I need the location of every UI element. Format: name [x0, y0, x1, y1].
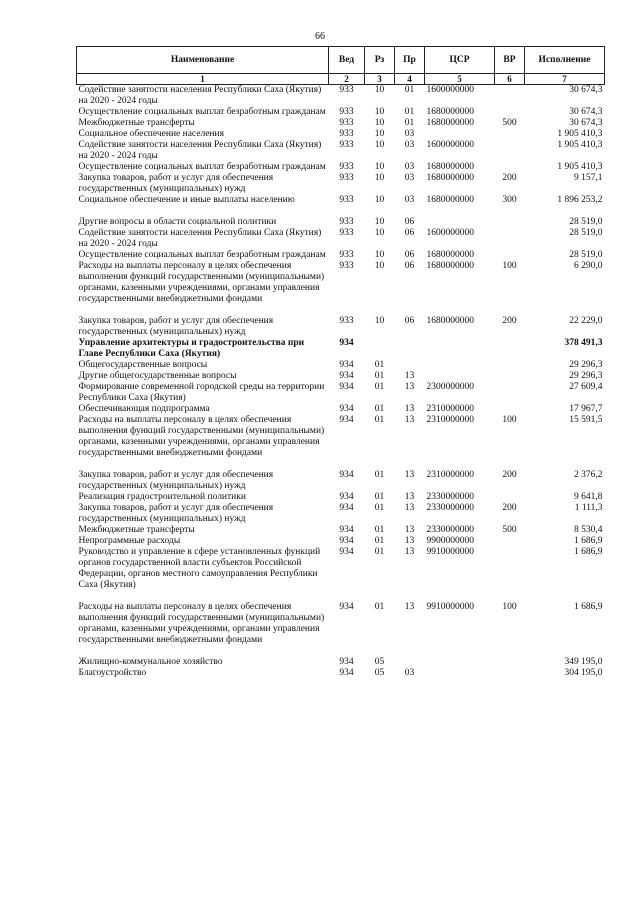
- table-row: [77, 140, 605, 162]
- cell-pr: 13: [404, 470, 415, 480]
- cell-pr: 13: [404, 525, 415, 535]
- cell-pr: 03: [404, 162, 415, 172]
- cell-exec: 1 905 410,3: [557, 129, 603, 139]
- cell-pr: 06: [404, 217, 415, 227]
- cell-vr: [495, 162, 525, 173]
- spacer-row: [77, 646, 605, 657]
- cell-name: Жилищно-коммунальное хозяйство: [78, 657, 223, 667]
- table-row: [77, 657, 605, 668]
- cell-exec: 1 896 253,2: [557, 195, 603, 205]
- cell-rz: 10: [374, 261, 385, 271]
- cell-ved: 933: [339, 140, 354, 150]
- cell-ved: 934: [339, 382, 354, 392]
- table-row: [77, 338, 605, 360]
- column-number: 7: [525, 74, 605, 85]
- cell-pr: 01: [404, 85, 415, 95]
- table-row: [77, 118, 605, 129]
- cell-rz: 01: [374, 525, 385, 535]
- cell-ved: 934: [339, 404, 354, 414]
- cell-ved: 934: [339, 338, 354, 348]
- cell-ved: 934: [339, 503, 354, 513]
- spacer-cell: [77, 305, 605, 316]
- cell-exec: 9 641,8: [574, 492, 603, 502]
- table-row: [77, 85, 605, 108]
- cell-name: Непрограммные расходы: [78, 536, 181, 546]
- header-name: Наименование: [77, 47, 329, 74]
- table-row: [77, 360, 605, 371]
- cell-csr: 2310000000: [426, 470, 474, 480]
- cell-ved: 933: [339, 217, 354, 227]
- cell-pr: 06: [404, 250, 415, 260]
- cell-pr: 06: [404, 316, 415, 326]
- spacer-row: [77, 591, 605, 602]
- cell-rz: 01: [374, 536, 385, 546]
- cell-csr: 2330000000: [426, 503, 474, 513]
- cell-ved: 933: [339, 261, 354, 271]
- cell-name: Обеспечивающая подпрограмма: [78, 404, 210, 414]
- cell-csr: 9910000000: [426, 547, 474, 557]
- cell-pr: 13: [404, 536, 415, 546]
- cell-exec: 1 905 410,3: [557, 140, 603, 150]
- cell-exec: 30 674,3: [569, 85, 603, 95]
- cell-rz: 10: [374, 217, 385, 227]
- cell-name: Межбюджетные трансферты: [78, 118, 195, 128]
- cell-name: Руководство и управление в сфере установленных функций органов государственной власти субъектов Российской Федерации, органов местного самоуправления Республики Саха (Якутия): [78, 547, 321, 590]
- cell-name: Благоустройство: [78, 668, 147, 678]
- cell-exec: 29 296,3: [569, 360, 603, 370]
- cell-csr: [425, 129, 495, 140]
- cell-csr: 1600000000: [426, 140, 474, 150]
- cell-vr: [495, 404, 525, 415]
- cell-pr: [395, 657, 425, 668]
- cell-vr: [495, 360, 525, 371]
- header-csr: ЦСР: [425, 47, 495, 74]
- table-row: [77, 217, 605, 228]
- cell-rz: 01: [374, 404, 385, 414]
- cell-csr: 2300000000: [426, 382, 474, 392]
- cell-ved: 933: [339, 250, 354, 260]
- column-number: 6: [495, 74, 525, 85]
- cell-rz: 10: [374, 107, 385, 117]
- cell-csr: 9910000000: [426, 602, 474, 612]
- cell-name: Закупка товаров, работ и услуг для обеспечения государственных (муниципальных) нужд: [78, 316, 274, 337]
- cell-vr: [495, 371, 525, 382]
- cell-ved: 933: [339, 162, 354, 172]
- cell-name: Межбюджетные трансферты: [78, 525, 195, 535]
- spacer-row: [77, 459, 605, 470]
- cell-ved: 933: [339, 195, 354, 205]
- cell-ved: 934: [339, 360, 354, 370]
- cell-csr: 2330000000: [426, 525, 474, 535]
- cell-vr: [495, 250, 525, 261]
- table-row: [77, 415, 605, 459]
- cell-exec: 22 229,0: [569, 316, 603, 326]
- cell-vr: [495, 547, 525, 591]
- cell-pr: 13: [404, 492, 415, 502]
- table-body: [77, 85, 605, 680]
- table-row: [77, 547, 605, 591]
- cell-vr: [495, 657, 525, 668]
- cell-name: Расходы на выплаты персоналу в целях обеспечения выполнения функций государственными (муниципальными) органами, казенными учреждениями, органами управления государственными внебюджетными фондами: [78, 415, 325, 458]
- cell-csr: [425, 360, 495, 371]
- cell-pr: 03: [404, 668, 415, 678]
- cell-rz: 01: [374, 492, 385, 502]
- spacer-cell: [77, 206, 605, 217]
- cell-csr: 2310000000: [426, 404, 474, 414]
- cell-csr: 2310000000: [426, 415, 474, 425]
- cell-name: Содействие занятости населения Республики Саха (Якутия) на 2020 - 2024 годы: [78, 140, 322, 161]
- table-row: [77, 228, 605, 250]
- cell-vr: 100: [502, 602, 517, 612]
- cell-pr: 13: [404, 602, 415, 612]
- cell-csr: [425, 657, 495, 668]
- cell-rz: 10: [374, 140, 385, 150]
- cell-vr: 500: [502, 525, 517, 535]
- cell-name: Другие вопросы в области социальной политики: [78, 217, 277, 227]
- table-row: [77, 261, 605, 305]
- cell-vr: [495, 129, 525, 140]
- cell-vr: [495, 536, 525, 547]
- cell-csr: [425, 217, 495, 228]
- column-number-row: [77, 74, 605, 85]
- table-row: [77, 404, 605, 415]
- cell-rz: 01: [374, 382, 385, 392]
- spacer-row: [77, 206, 605, 217]
- cell-pr: 03: [404, 173, 415, 183]
- table-row: [77, 492, 605, 503]
- cell-vr: [495, 668, 525, 679]
- cell-name: Содействие занятости населения Республики Саха (Якутия) на 2020 - 2024 годы: [78, 228, 322, 249]
- cell-name: Социальное обеспечение населения: [78, 129, 224, 139]
- cell-ved: 933: [339, 107, 354, 117]
- cell-exec: 28 519,0: [569, 228, 603, 238]
- cell-rz: 10: [374, 129, 385, 139]
- cell-ved: 934: [339, 602, 354, 612]
- cell-vr: 300: [502, 195, 517, 205]
- cell-vr: 100: [502, 261, 517, 271]
- cell-csr: 1680000000: [426, 316, 474, 326]
- cell-rz: 10: [374, 316, 385, 326]
- cell-vr: [495, 107, 525, 118]
- column-number: 3: [365, 74, 395, 85]
- cell-rz: 01: [374, 371, 385, 381]
- cell-name: Социальное обеспечение и иные выплаты населению: [78, 195, 295, 205]
- table-row: [77, 173, 605, 195]
- cell-rz: 01: [374, 470, 385, 480]
- cell-csr: [425, 338, 495, 360]
- cell-exec: 1 686,9: [574, 602, 603, 612]
- cell-name: Другие общегосударственные вопросы: [78, 371, 237, 381]
- cell-exec: 378 491,3: [564, 338, 603, 348]
- cell-ved: 934: [339, 657, 354, 667]
- cell-ved: 933: [339, 228, 354, 238]
- cell-vr: 500: [502, 118, 517, 128]
- table-row: [77, 316, 605, 338]
- cell-rz: [365, 338, 395, 360]
- cell-exec: 30 674,3: [569, 118, 603, 128]
- cell-vr: [495, 217, 525, 228]
- cell-name: Закупка товаров, работ и услуг для обеспечения государственных (муниципальных) нужд: [78, 503, 274, 524]
- cell-vr: 100: [502, 415, 517, 425]
- cell-ved: 933: [339, 129, 354, 139]
- cell-name: Реализация градостроительной политики: [78, 492, 246, 502]
- cell-vr: [495, 382, 525, 404]
- cell-exec: 9 157,1: [574, 173, 603, 183]
- cell-ved: 933: [339, 316, 354, 326]
- cell-exec: 28 519,0: [569, 217, 603, 227]
- cell-pr: [395, 360, 425, 371]
- table-row: [77, 470, 605, 492]
- cell-vr: [495, 492, 525, 503]
- page-number: 66: [315, 31, 325, 42]
- cell-rz: 10: [374, 118, 385, 128]
- header-ved: Вед: [329, 47, 365, 74]
- table-row: [77, 536, 605, 547]
- cell-exec: 17 967,7: [569, 404, 603, 414]
- cell-pr: [395, 338, 425, 360]
- column-number: 1: [77, 74, 329, 85]
- cell-exec: 2 376,2: [574, 470, 603, 480]
- cell-pr: 13: [404, 382, 415, 392]
- cell-exec: 6 290,0: [574, 261, 603, 271]
- table-row: [77, 250, 605, 261]
- cell-pr: 01: [404, 118, 415, 128]
- cell-vr: [495, 85, 525, 108]
- cell-vr: [495, 140, 525, 162]
- cell-rz: 01: [374, 547, 385, 557]
- cell-exec: 30 674,3: [569, 107, 603, 117]
- cell-csr: 1680000000: [426, 195, 474, 205]
- cell-pr: 13: [404, 415, 415, 425]
- column-number: 4: [395, 74, 425, 85]
- cell-exec: 28 519,0: [569, 250, 603, 260]
- cell-vr: [495, 338, 525, 360]
- cell-exec: 29 296,3: [569, 371, 603, 381]
- cell-csr: 2330000000: [426, 492, 474, 502]
- cell-pr: 01: [404, 107, 415, 117]
- cell-exec: 8 530,4: [574, 525, 603, 535]
- cell-name: Содействие занятости населения Республики Саха (Якутия) на 2020 - 2024 годы: [78, 85, 322, 106]
- cell-name: Расходы на выплаты персоналу в целях обеспечения выполнения функций государственными (муниципальными) органами, казенными учреждениями, органами управления государственными внебюджетными фондами: [78, 261, 325, 304]
- cell-exec: 15 591,5: [569, 415, 603, 425]
- cell-rz: 10: [374, 162, 385, 172]
- column-number: 5: [425, 74, 495, 85]
- cell-name: Осуществление социальных выплат безработным гражданам: [78, 162, 326, 172]
- cell-name: Закупка товаров, работ и услуг для обеспечения государственных (муниципальных) нужд: [78, 173, 274, 194]
- cell-ved: 934: [339, 492, 354, 502]
- cell-ved: 934: [339, 536, 354, 546]
- cell-pr: 03: [404, 195, 415, 205]
- cell-exec: 304 195,0: [564, 668, 603, 678]
- table-row: [77, 162, 605, 173]
- cell-rz: 05: [374, 657, 385, 667]
- spacer-cell: [77, 591, 605, 602]
- cell-csr: 1680000000: [426, 162, 474, 172]
- cell-rz: 01: [374, 360, 385, 370]
- table-row: [77, 371, 605, 382]
- cell-ved: 934: [339, 470, 354, 480]
- cell-rz: 10: [374, 173, 385, 183]
- cell-ved: 934: [339, 371, 354, 381]
- cell-csr: 1600000000: [426, 85, 474, 95]
- cell-name: Расходы на выплаты персоналу в целях обеспечения выполнения функций государственными (муниципальными) органами, казенными учреждениями, органами управления государственными внебюджетными фондами: [78, 602, 325, 645]
- cell-exec: 349 195,0: [564, 657, 603, 667]
- cell-vr: 200: [502, 173, 517, 183]
- cell-rz: 01: [374, 415, 385, 425]
- cell-vr: 200: [502, 470, 517, 480]
- table-row: [77, 195, 605, 206]
- cell-name: Общегосударственные вопросы: [78, 360, 208, 370]
- cell-csr: 1680000000: [426, 107, 474, 117]
- table-header-row: [77, 47, 605, 74]
- cell-rz: 10: [374, 228, 385, 238]
- cell-exec: 1 686,9: [574, 536, 603, 546]
- cell-pr: 13: [404, 371, 415, 381]
- spacer-cell: [77, 646, 605, 657]
- cell-rz: 05: [374, 668, 385, 678]
- cell-pr: 13: [404, 503, 415, 513]
- cell-exec: 27 609,4: [569, 382, 603, 392]
- cell-csr: [425, 668, 495, 679]
- cell-ved: 934: [339, 525, 354, 535]
- cell-ved: 933: [339, 118, 354, 128]
- cell-ved: 933: [339, 85, 354, 95]
- cell-pr: 03: [404, 140, 415, 150]
- cell-name: Осуществление социальных выплат безработным гражданам: [78, 107, 326, 117]
- table-row: [77, 602, 605, 646]
- cell-csr: 1680000000: [426, 173, 474, 183]
- table-row: [77, 129, 605, 140]
- cell-pr: 13: [404, 404, 415, 414]
- cell-vr: [495, 228, 525, 250]
- spacer-row: [77, 305, 605, 316]
- cell-ved: 933: [339, 173, 354, 183]
- cell-rz: 01: [374, 602, 385, 612]
- header-pr: Пр: [395, 47, 425, 74]
- table-row: [77, 107, 605, 118]
- cell-rz: 10: [374, 85, 385, 95]
- cell-name: Формирование современной городской среды на территории Республики Саха (Якутия): [78, 382, 325, 403]
- cell-ved: 934: [339, 668, 354, 678]
- cell-rz: 01: [374, 503, 385, 513]
- cell-vr: 200: [502, 316, 517, 326]
- cell-ved: 934: [339, 415, 354, 425]
- cell-exec: 1 905 410,3: [557, 162, 603, 172]
- table-row: [77, 503, 605, 525]
- cell-exec: 1 111,3: [574, 503, 603, 513]
- table-row: [77, 382, 605, 404]
- budget-execution-table: [76, 46, 605, 679]
- cell-rz: 10: [374, 195, 385, 205]
- cell-rz: 10: [374, 250, 385, 260]
- table-row: [77, 668, 605, 679]
- cell-pr: 06: [404, 228, 415, 238]
- cell-name: Управление архитектуры и градостроительства при Главе Республики Саха (Якутия): [78, 338, 305, 359]
- spacer-cell: [77, 459, 605, 470]
- cell-pr: 03: [404, 129, 415, 139]
- cell-csr: 1600000000: [426, 228, 474, 238]
- cell-csr: 1680000000: [426, 250, 474, 260]
- cell-ved: 934: [339, 547, 354, 557]
- cell-csr: 1680000000: [426, 118, 474, 128]
- cell-pr: 13: [404, 547, 415, 557]
- table-row: [77, 525, 605, 536]
- header-exec: Исполнение: [525, 47, 605, 74]
- cell-pr: 06: [404, 261, 415, 271]
- header-rz: Рз: [365, 47, 395, 74]
- cell-name: Осуществление социальных выплат безработным гражданам: [78, 250, 326, 260]
- header-vr: ВР: [495, 47, 525, 74]
- column-number: 2: [329, 74, 365, 85]
- cell-csr: [425, 371, 495, 382]
- cell-exec: 1 686,9: [574, 547, 603, 557]
- cell-csr: 9900000000: [426, 536, 474, 546]
- cell-csr: 1680000000: [426, 261, 474, 271]
- cell-vr: 200: [502, 503, 517, 513]
- cell-name: Закупка товаров, работ и услуг для обеспечения государственных (муниципальных) нужд: [78, 470, 274, 491]
